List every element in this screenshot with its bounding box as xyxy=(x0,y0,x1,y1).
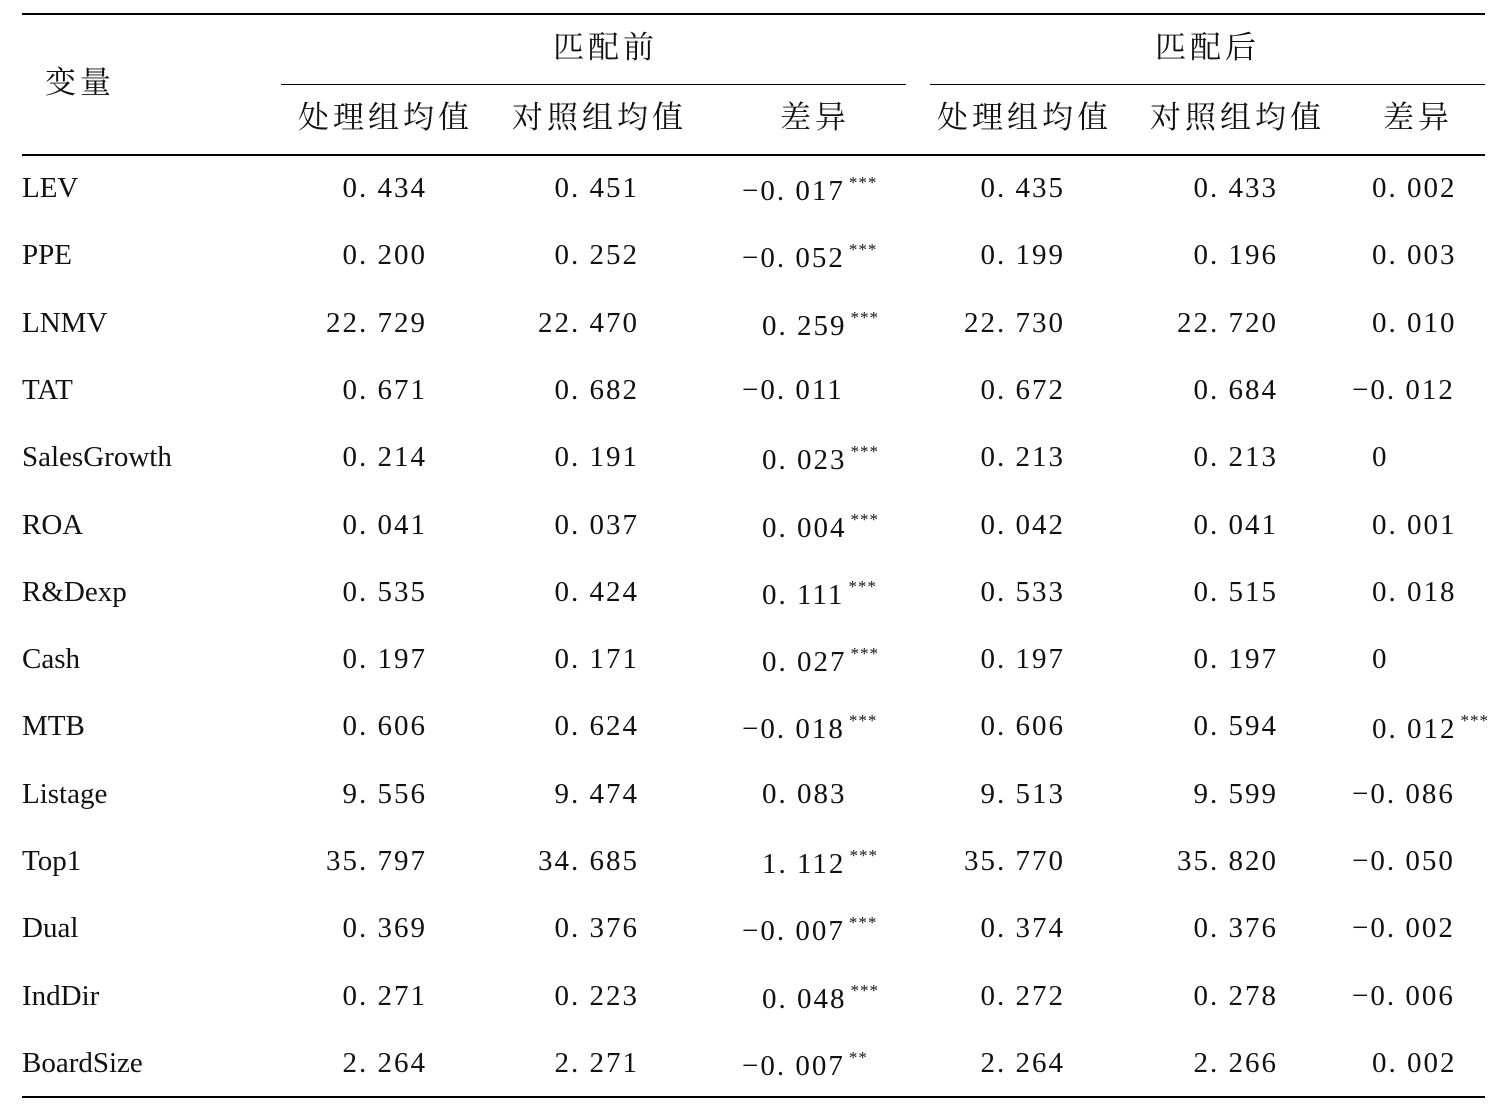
after-control-mean: 0. 433 xyxy=(1193,172,1278,204)
header-after-control-mean: 对照组均值 xyxy=(1150,100,1325,136)
after-difference xyxy=(1352,847,1455,876)
variable-name: IndDir xyxy=(22,979,100,1012)
after-control-mean: 0. 213 xyxy=(1193,441,1278,474)
after-difference-value: −0. 086 xyxy=(1352,777,1455,810)
after-treatment-mean: 22. 730 xyxy=(964,306,1065,339)
before-difference xyxy=(762,645,879,677)
before-treatment-mean: 22. 729 xyxy=(326,306,427,339)
after-difference-value: −0. 006 xyxy=(1352,979,1455,1012)
significance-stars: *** xyxy=(849,846,878,865)
after-difference xyxy=(1372,174,1457,203)
significance-stars: *** xyxy=(848,913,878,933)
after-difference-value: 0 xyxy=(1372,643,1389,676)
before-treatment-mean: 0. 197 xyxy=(342,643,427,676)
before-difference xyxy=(742,712,877,744)
after-control-mean: 9. 599 xyxy=(1193,777,1278,810)
after-difference xyxy=(1372,508,1457,541)
before-control-mean: 0. 252 xyxy=(554,239,639,272)
after-control-mean: 0. 515 xyxy=(1193,575,1278,608)
before-difference xyxy=(762,777,847,810)
table-row xyxy=(0,560,1507,627)
after-treatment-mean: 9. 513 xyxy=(980,777,1065,810)
before-treatment-mean: 0. 671 xyxy=(342,373,427,406)
after-control-mean: 0. 278 xyxy=(1193,979,1278,1012)
table-row xyxy=(0,964,1507,1031)
significance-stars: *** xyxy=(848,240,878,260)
variable-name: TAT xyxy=(22,373,73,406)
after-treatment-mean: 0. 533 xyxy=(980,575,1065,608)
header-before-matching: 匹配前 xyxy=(553,30,658,66)
after-difference-value: 0. 010 xyxy=(1372,306,1457,339)
after-treatment-mean: 0. 272 xyxy=(980,979,1065,1012)
table-row xyxy=(0,291,1507,358)
before-control-mean: 0. 424 xyxy=(554,575,639,608)
after-difference-value: 0. 012 xyxy=(1372,713,1457,746)
header-after-treatment-mean: 处理组均值 xyxy=(937,100,1112,136)
before-control-mean: 0. 191 xyxy=(554,441,639,474)
significance-stars: *** xyxy=(850,980,879,1000)
after-treatment-mean: 0. 435 xyxy=(980,172,1065,204)
after-difference-value: 0. 018 xyxy=(1372,575,1457,608)
after-treatment-mean: 0. 197 xyxy=(980,643,1065,676)
before-treatment-mean: 0. 214 xyxy=(342,441,427,474)
after-treatment-mean: 0. 213 xyxy=(980,441,1065,474)
before-difference xyxy=(742,373,844,406)
variable-name: LNMV xyxy=(22,306,108,339)
after-difference xyxy=(1352,979,1455,1012)
before-difference xyxy=(742,1049,868,1081)
before-difference-value: −0. 007 xyxy=(742,915,845,948)
after-difference xyxy=(1372,575,1457,608)
before-control-mean: 0. 451 xyxy=(554,172,639,204)
before-control-mean: 0. 171 xyxy=(554,643,639,676)
after-treatment-mean: 0. 042 xyxy=(980,508,1065,541)
after-treatment-mean: 0. 672 xyxy=(980,373,1065,406)
before-difference-value: 0. 083 xyxy=(762,777,847,810)
after-treatment-mean: 35. 770 xyxy=(964,845,1065,877)
after-control-mean: 0. 594 xyxy=(1193,710,1278,743)
after-difference-value: −0. 050 xyxy=(1352,845,1455,877)
after-difference xyxy=(1372,443,1389,472)
before-treatment-mean: 0. 041 xyxy=(342,508,427,541)
after-difference xyxy=(1372,241,1457,270)
after-difference xyxy=(1352,777,1455,810)
after-difference-value: 0. 003 xyxy=(1372,239,1457,272)
header-variable: 变量 xyxy=(45,65,115,101)
after-difference xyxy=(1352,914,1455,943)
table-row xyxy=(0,829,1507,896)
header-before-control-mean: 对照组均值 xyxy=(512,100,687,136)
table-row xyxy=(0,896,1507,963)
variable-name: Dual xyxy=(22,912,79,945)
before-treatment-mean: 2. 264 xyxy=(342,1046,427,1079)
before-control-mean: 9. 474 xyxy=(554,777,639,810)
before-treatment-mean: 0. 535 xyxy=(342,575,427,608)
significance-stars: *** xyxy=(850,307,879,327)
significance-stars: *** xyxy=(1460,711,1489,731)
after-difference-value: −0. 012 xyxy=(1352,373,1455,406)
before-difference-value: 0. 048 xyxy=(762,982,847,1015)
before-treatment-mean: 9. 556 xyxy=(342,777,427,810)
table-top-rule xyxy=(22,13,1485,15)
header-after-difference: 差异 xyxy=(1383,100,1453,136)
significance-stars: *** xyxy=(850,509,879,529)
after-difference xyxy=(1372,306,1457,339)
before-difference-value: 0. 111 xyxy=(762,578,845,611)
before-difference xyxy=(762,511,879,543)
before-difference-value: −0. 018 xyxy=(742,713,845,746)
after-treatment-mean: 0. 199 xyxy=(980,239,1065,272)
variable-name: R&Dexp xyxy=(22,575,127,608)
after-difference-value: −0. 002 xyxy=(1352,912,1455,945)
after-treatment-mean: 0. 606 xyxy=(980,710,1065,743)
variable-name: SalesGrowth xyxy=(22,441,172,474)
before-difference xyxy=(762,443,879,475)
before-control-mean: 0. 624 xyxy=(554,710,639,743)
after-difference xyxy=(1372,1046,1457,1079)
before-control-mean: 0. 223 xyxy=(554,979,639,1012)
before-difference xyxy=(762,982,879,1014)
after-difference xyxy=(1352,373,1455,406)
variable-name: MTB xyxy=(22,710,85,743)
significance-stars: *** xyxy=(848,173,878,192)
table-row xyxy=(0,425,1507,492)
after-control-mean: 2. 266 xyxy=(1193,1046,1278,1079)
after-treatment-mean: 2. 264 xyxy=(980,1046,1065,1079)
before-difference-value: 1. 112 xyxy=(762,848,846,880)
before-difference-value: 0. 259 xyxy=(762,309,847,342)
after-group-rule xyxy=(930,84,1485,85)
before-treatment-mean: 0. 606 xyxy=(342,710,427,743)
after-control-mean: 0. 041 xyxy=(1193,508,1278,541)
before-difference xyxy=(742,174,877,206)
after-control-mean: 0. 197 xyxy=(1193,643,1278,676)
after-control-mean: 0. 376 xyxy=(1193,912,1278,945)
before-difference-value: 0. 004 xyxy=(762,511,847,544)
variable-name: PPE xyxy=(22,239,72,272)
table-row xyxy=(0,627,1507,694)
significance-stars: ** xyxy=(848,1047,868,1067)
variable-name: Cash xyxy=(22,643,80,676)
before-control-mean: 34. 685 xyxy=(538,845,639,877)
after-difference xyxy=(1372,645,1389,674)
before-difference-value: −0. 011 xyxy=(742,373,844,406)
table-row xyxy=(0,223,1507,290)
before-control-mean: 0. 037 xyxy=(554,508,639,541)
after-treatment-mean: 0. 374 xyxy=(980,912,1065,945)
variable-name: Listage xyxy=(22,777,108,810)
after-difference-value: 0. 002 xyxy=(1372,1046,1457,1079)
before-difference xyxy=(742,914,877,946)
before-treatment-mean: 0. 271 xyxy=(342,979,427,1012)
header-before-treatment-mean: 处理组均值 xyxy=(298,100,473,136)
table-row xyxy=(0,358,1507,425)
before-difference xyxy=(742,241,877,273)
table-row xyxy=(0,694,1507,761)
before-treatment-mean: 0. 369 xyxy=(342,912,427,945)
before-difference-value: −0. 017 xyxy=(742,175,845,207)
before-control-mean: 22. 470 xyxy=(538,306,639,339)
before-group-rule xyxy=(281,84,906,85)
significance-stars: *** xyxy=(850,644,879,664)
significance-stars: *** xyxy=(848,711,878,731)
variable-name: BoardSize xyxy=(22,1046,143,1079)
before-difference-value: 0. 023 xyxy=(762,444,847,477)
before-difference-value: −0. 052 xyxy=(742,242,845,275)
after-control-mean: 0. 684 xyxy=(1193,373,1278,406)
before-difference-value: −0. 007 xyxy=(742,1049,845,1082)
before-difference xyxy=(762,309,879,341)
before-control-mean: 0. 376 xyxy=(554,912,639,945)
after-difference-value: 0. 002 xyxy=(1372,172,1457,204)
variable-name: Top1 xyxy=(22,845,82,877)
after-difference-value: 0 xyxy=(1372,441,1389,474)
before-control-mean: 0. 682 xyxy=(554,373,639,406)
header-after-matching: 匹配后 xyxy=(1155,30,1260,66)
table-row xyxy=(0,156,1507,223)
after-control-mean: 0. 196 xyxy=(1193,239,1278,272)
table-row xyxy=(0,493,1507,560)
before-difference xyxy=(762,578,877,610)
before-difference xyxy=(762,847,878,879)
variable-name: LEV xyxy=(22,172,79,204)
after-control-mean: 22. 720 xyxy=(1177,306,1278,339)
table-row xyxy=(0,1031,1507,1098)
variable-name: ROA xyxy=(22,508,84,541)
before-control-mean: 2. 271 xyxy=(554,1046,639,1079)
after-control-mean: 35. 820 xyxy=(1177,845,1278,877)
before-treatment-mean: 35. 797 xyxy=(326,845,427,877)
after-difference xyxy=(1372,712,1489,744)
before-treatment-mean: 0. 434 xyxy=(342,172,427,204)
header-before-difference: 差异 xyxy=(780,100,850,136)
significance-stars: *** xyxy=(848,576,877,596)
after-difference-value: 0. 001 xyxy=(1372,508,1457,541)
before-treatment-mean: 0. 200 xyxy=(342,239,427,272)
table-row xyxy=(0,762,1507,829)
before-difference-value: 0. 027 xyxy=(762,646,847,679)
significance-stars: *** xyxy=(850,442,879,462)
